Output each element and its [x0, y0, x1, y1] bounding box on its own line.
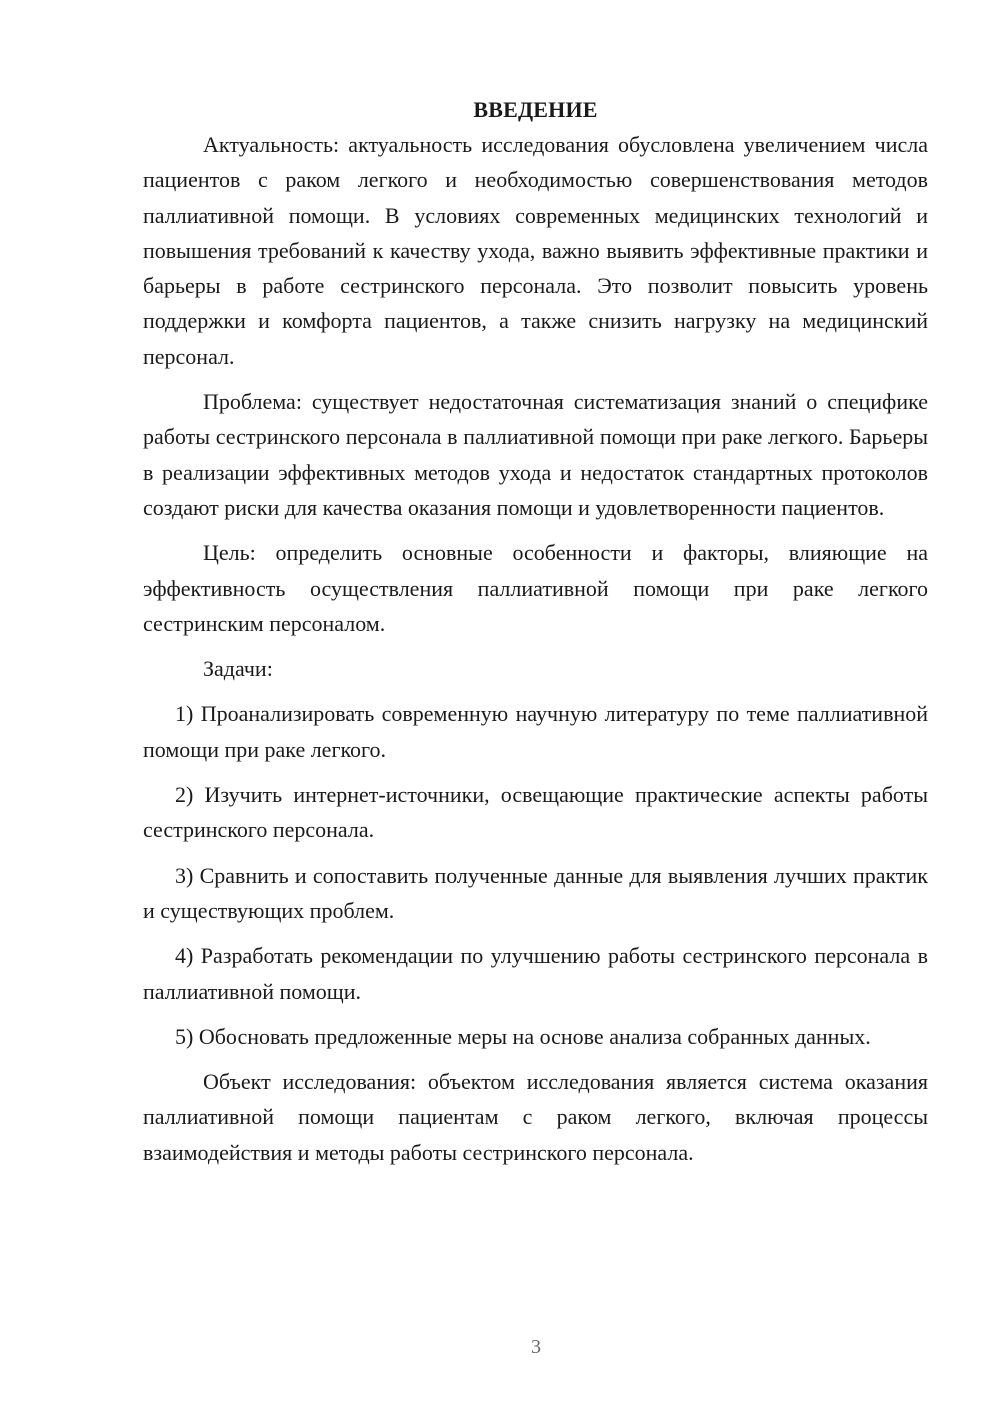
- task-item: 4) Разработать рекомендации по улучшению работы сестринского персонала в паллиативной помощи.: [143, 943, 928, 1004]
- paragraph-relevance: Актуальность: актуальность исследования обусловлена увеличением числа пациентов с раком легкого и необходимостью совершенствования методов паллиативной помощи. В условиях современных медицинских технологий и повышения требований к качеству ухода, важно выявить эффективные практики и барьеры в работе сестринского персонала. Это позволит повысить уровень поддержки и комфорта пациентов, а также снизить нагрузку на медицинский персонал.: [143, 132, 928, 369]
- tasks-list: [143, 696, 928, 1054]
- document-page: [143, 92, 928, 1170]
- paragraph-problem: Проблема: существует недостаточная систематизация знаний о специфике работы сестринского персонала в паллиативной помощи при раке легкого. Барьеры в реализации эффективных методов ухода и недостаток стандартных протоколов создают риски для качества оказания помощи и удовлетворенности пациентов.: [143, 389, 928, 520]
- task-item: 5) Обосновать предложенные меры на основе анализа собранных данных.: [175, 1023, 871, 1049]
- task-item: 3) Сравнить и сопоставить полученные данные для выявления лучших практик и существующих проблем.: [143, 862, 928, 923]
- section-title: ВВЕДЕНИЕ: [473, 97, 598, 122]
- page-number: 3: [531, 1336, 541, 1358]
- paragraph-goal: Цель: определить основные особенности и факторы, влияющие на эффективность осуществления паллиативной помощи при раке легкого сестринским персоналом.: [143, 540, 928, 636]
- tasks-heading: Задачи:: [203, 656, 273, 682]
- task-item: 1) Проанализировать современную научную литературу по теме паллиативной помощи при раке легкого.: [143, 701, 928, 762]
- task-item: 2) Изучить интернет-источники, освещающие практические аспекты работы сестринского персонала.: [143, 782, 928, 843]
- paragraph-object: Объект исследования: объектом исследования является система оказания паллиативной помощи пациентам с раком легкого, включая процессы взаимодействия и методы работы сестринского персонала.: [143, 1069, 928, 1165]
